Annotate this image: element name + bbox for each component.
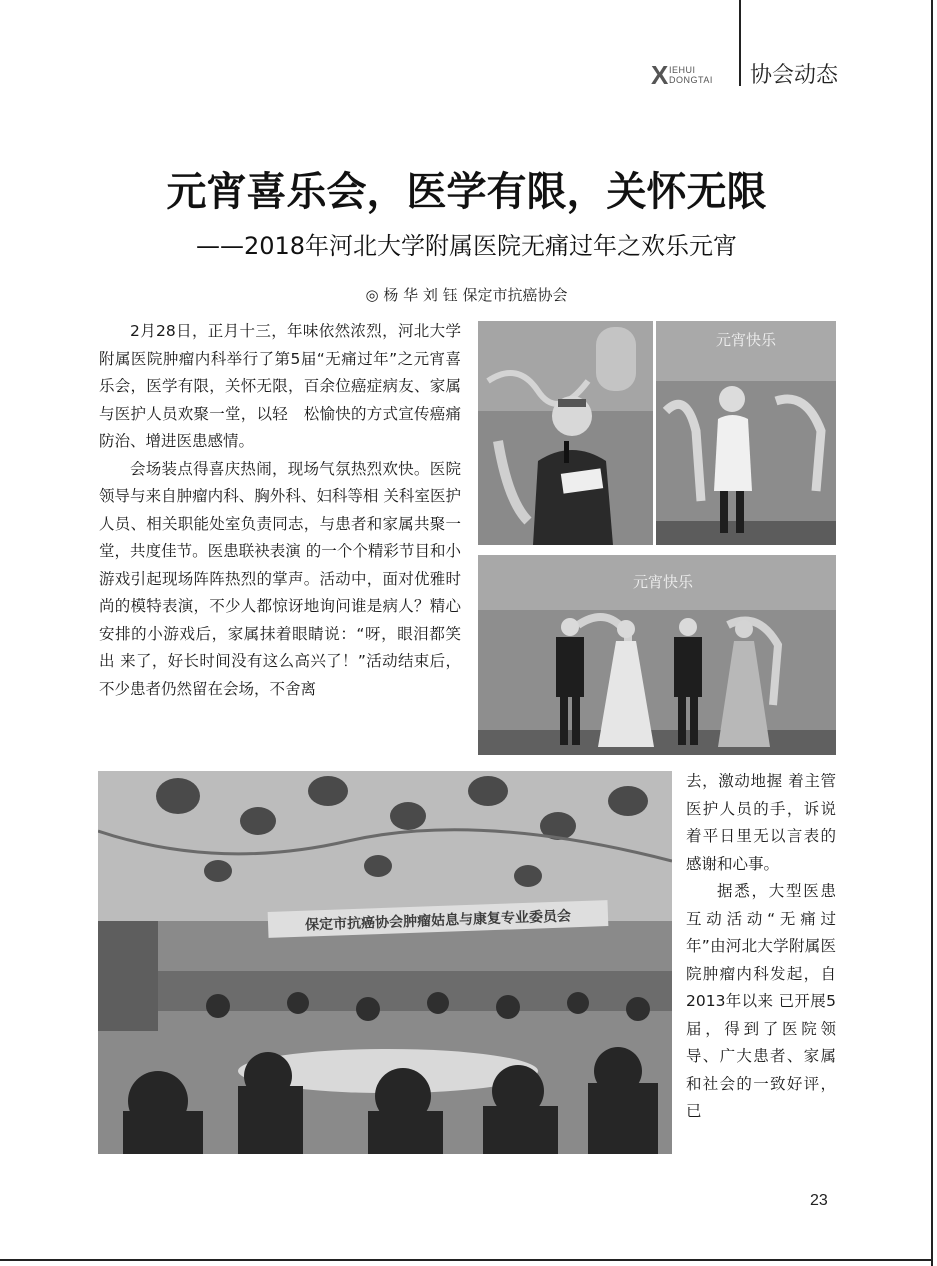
page-number: 23 — [810, 1192, 828, 1209]
photo-speaker — [478, 321, 653, 545]
paragraph: 会场装点得喜庆热闹，现场气氛热烈欢快。医院领导与来自肿瘤内科、胸外科、妇科等相 关科室医护人员、相关职能处室负责同志，与患者和家属共聚一堂，共度佳节。医患联袂表演 的一个个精彩节目和小游戏引起现场阵阵热烈的掌声。活动中，面对优雅时尚的模特表演，不少人都惊讶地询问谁是病人？精心安排的小游戏后，家属抹着眼睛说：“呀，眼泪都笑出 来了，好长时间没有这么高兴了！”活动结束后，不少患者仍然留在会场，不舍离 — [99, 459, 461, 698]
paragraph-continued: 去，激动地握 着主管医护人员的手，诉说着平日里无以言表的感谢和心事。 — [686, 772, 836, 873]
section-pinyin-top: IEHUI — [669, 65, 696, 75]
photo-host — [656, 321, 836, 545]
hall-banner: 保定市抗癌协会肿瘤姑息与康复专业委员会 — [304, 908, 572, 934]
stage-sign-a: 元宵快乐 — [715, 331, 777, 349]
paragraph: 据悉，大型医患互动活动“无痛过年”由河北大学附属医院肿瘤内科发起，自2013年以来 已开展5届，得到了医院领导、广大患者、家属和社会的一致好评，已 — [686, 882, 836, 1120]
paragraph: 2月28日，正月十三，年味依然浓烈，河北大学附属医院肿瘤内科举行了第5届“无痛过年”之元宵喜乐会，医学有限，关怀无限，百余位癌症病友、家属与医护人员欢聚一堂，以轻 松愉快的方式宣传癌痛防治、增进医患感情。 — [99, 322, 461, 450]
page-frame-bottom — [0, 1259, 933, 1261]
header-divider — [739, 0, 741, 86]
article-title: 元宵喜乐会，医学有限，关怀无限 — [166, 168, 767, 215]
photo-banquet-hall — [98, 771, 672, 1154]
section-initial: X — [651, 60, 669, 90]
section-name: 协会动态 — [750, 63, 839, 88]
section-pinyin-bottom: DONGTAI — [669, 75, 713, 85]
article-byline: ◎ 杨 华 刘 钰 保定市抗癌协会 — [365, 286, 568, 304]
text-column-right — [686, 768, 836, 1126]
text-column-left — [99, 318, 461, 703]
stage-sign-b: 元宵快乐 — [632, 573, 694, 591]
article-subtitle: ——2018年河北大学附属医院无痛过年之欢乐元宵 — [195, 232, 738, 260]
photo-stage-hosts — [478, 555, 836, 755]
